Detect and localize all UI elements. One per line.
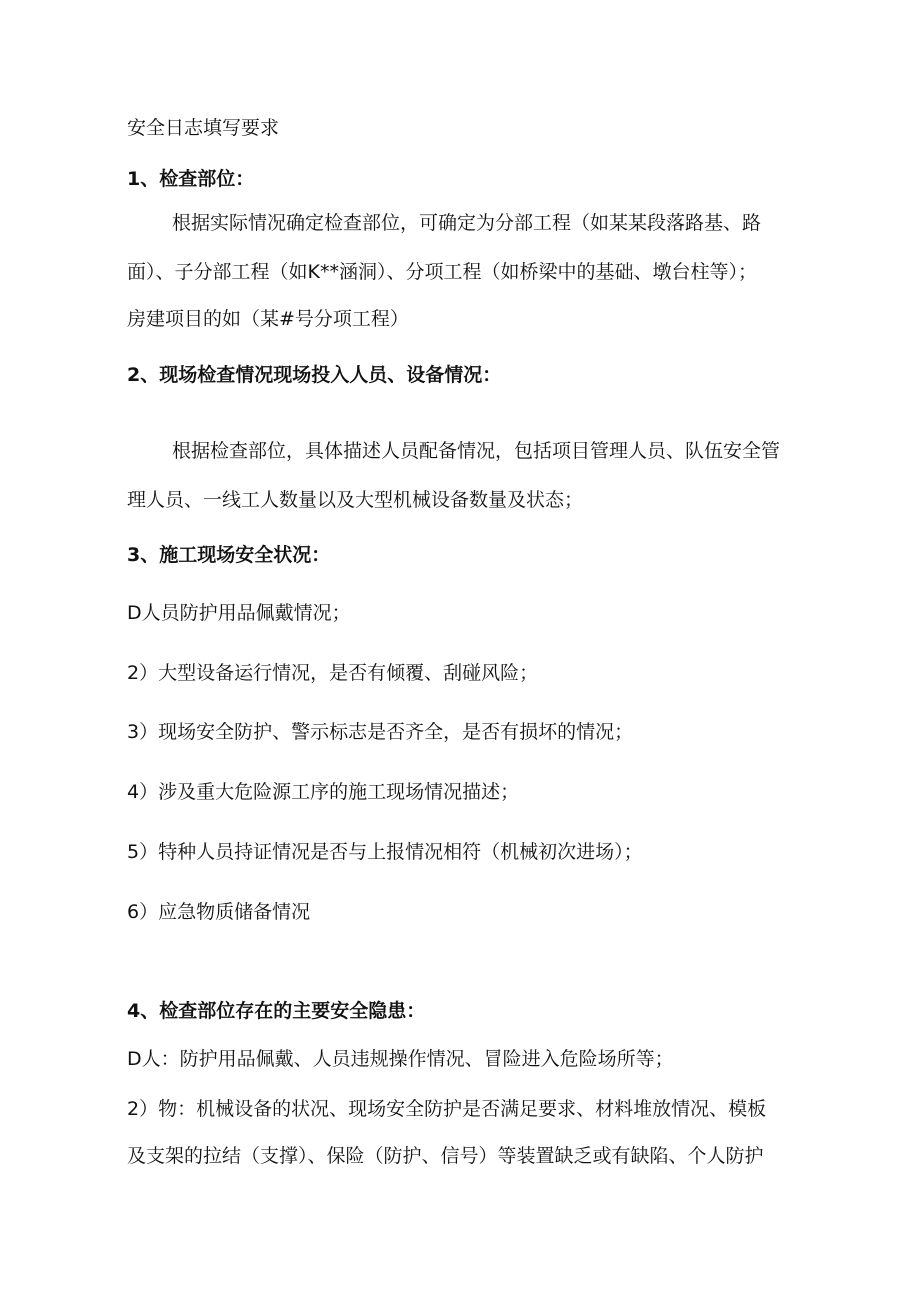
section-1-paragraph-line: 房建项目的如（某#号分项工程） (127, 308, 409, 330)
section-3-list-item: 2）大型设备运行情况，是否有倾覆、刮碰风险； (127, 662, 539, 684)
section-2-paragraph-line: 理人员、一线工人数量以及大型机械设备数量及状态； (127, 489, 584, 511)
section-4-list-item: 2）物：机械设备的状况、现场安全防护是否满足要求、材料堆放情况、模板 (127, 1098, 767, 1120)
section-3-list-item: 3）现场安全防护、警示标志是否齐全，是否有损坏的情况； (127, 721, 634, 743)
section-2-heading: 2、现场检查情况现场投入人员、设备情况： (127, 364, 502, 386)
section-4-heading: 4、检查部位存在的主要安全隐患： (127, 1000, 426, 1022)
section-3-heading: 3、施工现场安全状况： (127, 544, 331, 566)
section-4-list-item: 及支架的拉结（支撑）、保险（防护、信号）等装置缺乏或有缺陷、个人防护 (127, 1145, 764, 1167)
section-1-heading: 1、检查部位： (127, 168, 255, 190)
document-title: 安全日志填写要求 (127, 117, 280, 139)
section-4-list-item: D人：防护用品佩戴、人员违规操作情况、冒险进入危险场所等； (127, 1048, 674, 1070)
section-1-paragraph-line: 根据实际情况确定检查部位，可确定为分部工程（如某某段落路基、路 (172, 212, 762, 234)
section-3-list-item: D人员防护用品佩戴情况； (127, 602, 351, 624)
section-3-list-item: 6）应急物质储备情况 (127, 901, 311, 923)
section-2-paragraph-line: 根据检查部位，具体描述人员配备情况，包括项目管理人员、队伍安全管 (172, 440, 781, 462)
section-3-list-item: 5）特种人员持证情况是否与上报情况相符（机械初次进场）； (127, 841, 643, 863)
section-1-paragraph-line: 面）、子分部工程（如K**涵洞）、分项工程（如桥梁中的基础、墩台柱等）； (127, 261, 757, 283)
section-3-list-item: 4）涉及重大危险源工序的施工现场情况描述； (127, 781, 520, 803)
